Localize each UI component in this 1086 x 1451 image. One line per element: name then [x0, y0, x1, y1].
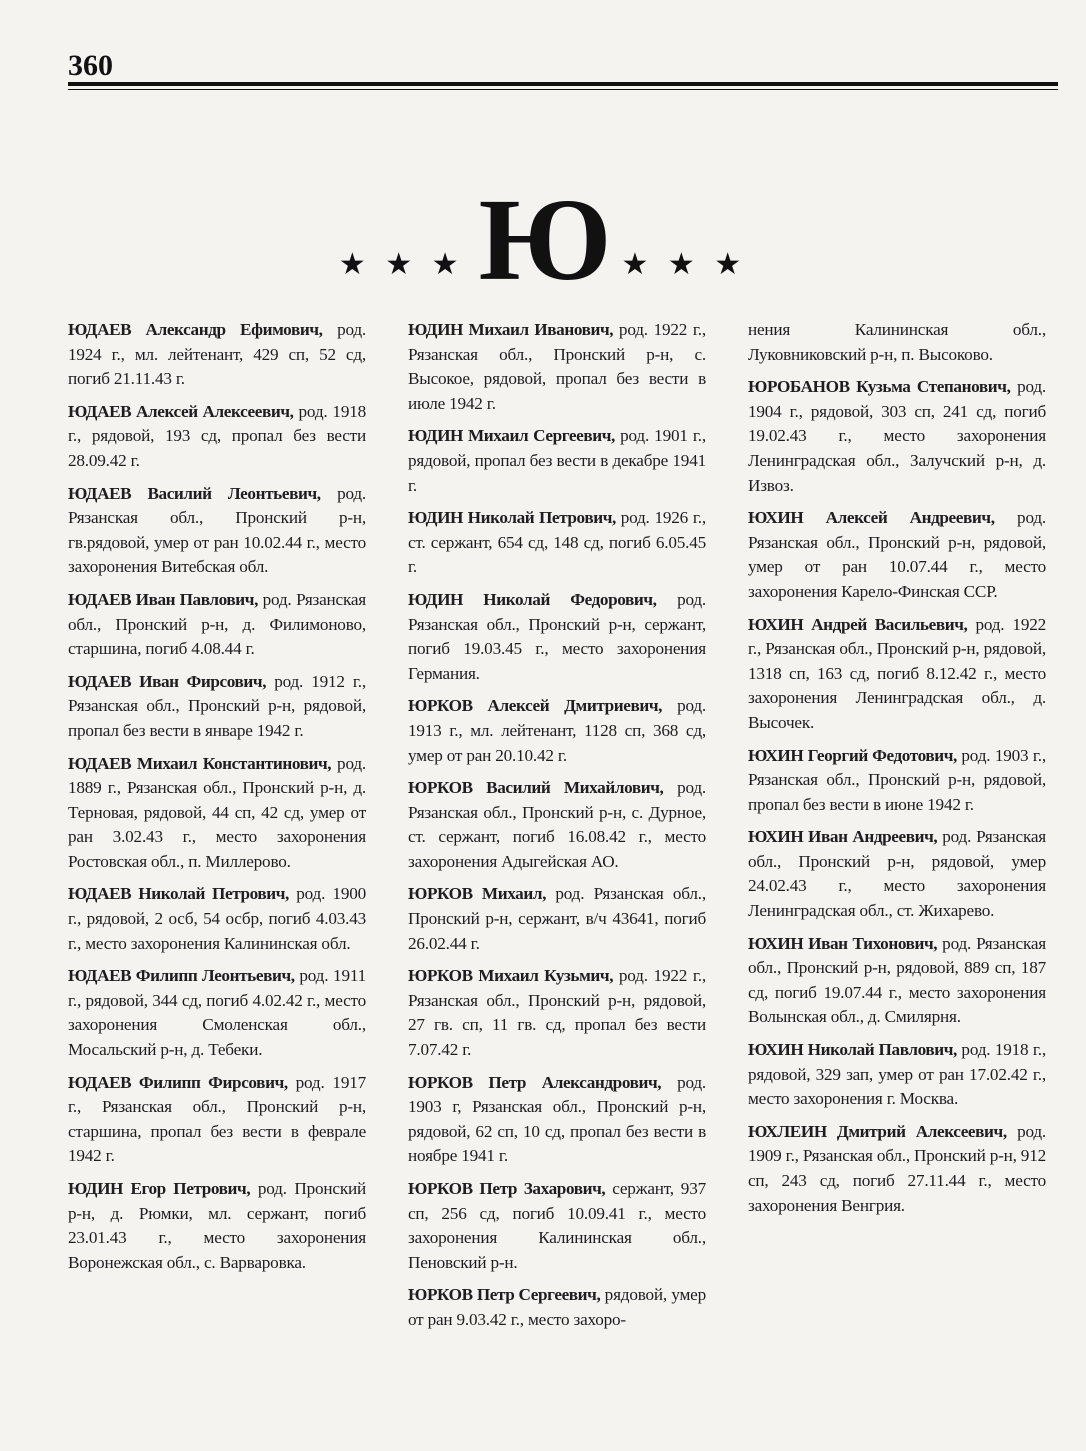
- entry: [408, 1283, 706, 1332]
- entry: [408, 1071, 706, 1169]
- entry-name: ЮДИН Николай Петрович,: [408, 508, 616, 528]
- section-letter: Ю: [478, 174, 608, 305]
- entry-name: ЮДИН Михаил Сергеевич,: [408, 426, 615, 446]
- entry-text: род. 1912 г., Рязанская обл., Пронский р-н, рядовой, пропал без вести в январе 1942 г.: [68, 671, 366, 740]
- entry: [748, 825, 1046, 923]
- entry-name: ЮДАЕВ Алексей Алексеевич,: [68, 401, 294, 421]
- entry-text: сержант, 937 сп, 256 сд, погиб 10.09.41 г., место захоронения Калининская обл., Пеновский р-н.: [408, 1179, 706, 1272]
- stars-right: ★ ★ ★: [621, 248, 748, 281]
- page-number: 360: [68, 49, 113, 82]
- entry-name: ЮДАЕВ Филипп Фирсович,: [68, 1072, 288, 1092]
- entry-name: ЮРОБАНОВ Кузьма Степанович,: [748, 377, 1011, 397]
- entry-name: ЮДИН Михаил Иванович,: [408, 320, 614, 339]
- entry-name: ЮХЛЕИН Дмитрий Алексеевич,: [748, 1121, 1007, 1141]
- entry: [408, 506, 706, 580]
- column-2: [408, 318, 706, 1341]
- header-rule-thin: [68, 89, 1058, 90]
- entry: [68, 1177, 366, 1275]
- entry-text: род. Рязанская обл., Пронский р-н, сержант, погиб 19.03.45 г., место захоронения Германия.: [408, 589, 707, 683]
- entry-name: ЮДИН Егор Петрович,: [68, 1179, 251, 1198]
- column-3: [748, 318, 1046, 1226]
- entry-name: ЮРКОВ Михаил Кузьмич,: [408, 966, 614, 986]
- entry-text: род. 1918 г., рядовой, 329 зап, умер от ран 17.02.42 г., место захоронения г. Москва.: [748, 1040, 1046, 1109]
- section-header: [0, 174, 1086, 305]
- entry: [748, 744, 1046, 818]
- entry-name: ЮРКОВ Михаил,: [408, 884, 547, 904]
- entry-name: ЮРКОВ Петр Александрович,: [408, 1072, 662, 1092]
- entry-text: рядовой, умер от ран 9.03.42 г., место захоро-: [408, 1285, 706, 1329]
- entry-text: род. Пронский р-н, д. Рюмки, мл. сержант, погиб 23.01.43 г., место захоронения Воронежская обл., с. Варваровка.: [68, 1179, 366, 1272]
- header-rule-thick: [68, 82, 1058, 86]
- entry-name: ЮРКОВ Петр Сергеевич,: [408, 1285, 601, 1305]
- entry-name: ЮДАЕВ Александр Ефимович,: [68, 320, 323, 339]
- entry: [68, 670, 366, 744]
- entry-text: род. 1922 г., Рязанская обл., Пронский р-н, рядовой, 1318 сп, 163 сд, погиб 8.12.42 г., место захоронения Ленинградская обл., д. Высочек.: [748, 614, 1047, 732]
- entry: [408, 1177, 706, 1275]
- entry: [408, 776, 706, 874]
- entry-name: ЮХИН Андрей Васильевич,: [748, 614, 968, 634]
- entry: [68, 400, 366, 474]
- column-1: [68, 318, 366, 1283]
- entry: [68, 482, 366, 580]
- entry-text: род. 1918 г., рядовой, 193 сд, пропал без вести 28.09.42 г.: [68, 401, 367, 470]
- entry-text: род. Рязанская обл., Пронский р-н, д. Филимоново, старшина, погиб 4.08.44 г.: [68, 589, 366, 659]
- entry: [748, 613, 1046, 736]
- entry-text: род. 1909 г., Рязанская обл., Пронский р-н, 912 сп, 243 сд, погиб 27.11.44 г., место захоронения Венгрия.: [748, 1121, 1047, 1215]
- entry-text: род. Рязанская обл., Пронский р-н, сержант, в/ч 43641, погиб 26.02.44 г.: [408, 884, 706, 953]
- entry: [408, 424, 706, 498]
- entry-name: ЮХИН Иван Андреевич,: [748, 827, 938, 847]
- entry-text: род. 1903 г, Рязанская обл., Пронский р-н, рядовой, 62 сп, 10 сд, пропал без вести в ноябре 1941 г.: [408, 1072, 707, 1166]
- entry: [748, 1038, 1046, 1112]
- entry-text: род. 1904 г., рядовой, 303 сп, 241 сд, погиб 19.02.43 г., место захоронения Ленинградская обл., Залучский р-н, д. Извоз.: [748, 377, 1046, 495]
- entry-name: ЮРКОВ Василий Михайлович,: [408, 778, 664, 798]
- entry: [68, 318, 366, 392]
- entry-name: ЮХИН Иван Тихонович,: [748, 933, 938, 953]
- entry: [68, 752, 366, 875]
- entry: [748, 375, 1046, 498]
- entry: [748, 1120, 1046, 1218]
- entry-text: род. 1926 г., ст. сержант, 654 сд, 148 сд, погиб 6.05.45 г.: [408, 508, 706, 577]
- entry: [68, 1071, 366, 1169]
- entry-name: ЮХИН Николай Павлович,: [748, 1040, 957, 1060]
- entry-name: ЮДАЕВ Василий Леонтьевич,: [68, 483, 321, 503]
- entry-name: ЮХИН Георгий Федотович,: [748, 745, 957, 765]
- entry: [408, 694, 706, 768]
- entry-name: ЮДАЕВ Иван Павлович,: [68, 589, 258, 609]
- entry: [68, 882, 366, 956]
- entry: [748, 506, 1046, 604]
- entry-name: ЮДАЕВ Николай Петрович,: [68, 884, 289, 904]
- entry-text: род. Рязанская обл., Пронский р-н, рядовой, умер от ран 10.07.44 г., место захоронения Карело-Финская ССР.: [748, 508, 1046, 601]
- entry-text: род. Рязанская обл., Пронский р-н, рядовой, 889 сп, 187 сд, погиб 19.07.44 г., место захоронения Волынская обл., д. Смилярня.: [748, 933, 1046, 1027]
- entry-text: род. 1922 г., Рязанская обл., Пронский р-н, с. Высокое, рядовой, пропал без вести в июле 1942 г.: [408, 320, 706, 413]
- entry: [408, 588, 706, 686]
- entry: [68, 588, 366, 662]
- entry-text: род. Рязанская обл., Пронский р-н, с. Дурное, ст. сержант, погиб 16.08.42 г., место захоронения Адыгейская АО.: [408, 778, 706, 871]
- stars-left: ★ ★ ★: [338, 248, 465, 281]
- entry-name: ЮДАЕВ Михаил Константинович,: [68, 753, 332, 773]
- entry-text: род. 1903 г., Рязанская обл., Пронский р-н, рядовой, пропал без вести в июне 1942 г.: [748, 745, 1046, 814]
- entry: [408, 964, 706, 1062]
- entry-text: род. 1917 г., Рязанская обл., Пронский р-н, старшина, пропал без вести в феврале 1942 г.: [68, 1072, 366, 1166]
- entry-text: род. 1901 г., рядовой, пропал без вести в декабре 1941 г.: [408, 426, 707, 495]
- entry-text: нения Калининская обл., Луковниковский р-н, п. Высоково.: [748, 320, 1046, 364]
- entry-name: ЮХИН Алексей Андреевич,: [748, 508, 995, 528]
- entry: [748, 318, 1046, 367]
- entry-name: ЮРКОВ Алексей Дмитриевич,: [408, 696, 663, 716]
- entry-name: ЮДАЕВ Иван Фирсович,: [68, 671, 267, 691]
- entry-text: род. Рязанская обл., Пронский р-н, гв.рядовой, умер от ран 10.02.44 г., место захоронения Витебская обл.: [68, 483, 367, 577]
- entry-text: род. 1900 г., рядовой, 2 осб, 54 осбр, погиб 4.03.43 г., место захоронения Калининская обл.: [68, 884, 367, 953]
- entry-text: род. 1924 г., мл. лейтенант, 429 сп, 52 сд, погиб 21.11.43 г.: [68, 320, 366, 389]
- entry: [748, 932, 1046, 1030]
- entry-text: род. 1922 г., Рязанская обл., Пронский р-н, рядовой, 27 гв. сп, 11 гв. сд, пропал без вести 7.07.42 г.: [408, 966, 706, 1060]
- entry-text: род. 1913 г., мл. лейтенант, 1128 сп, 368 сд, умер от ран 20.10.42 г.: [408, 696, 706, 765]
- entry-text: род. 1911 г., рядовой, 344 сд, погиб 4.02.42 г., место захоронения Смоленская обл., Мосальский р-н, д. Тебеки.: [68, 966, 366, 1060]
- entry-text: род. 1889 г., Рязанская обл., Пронский р-н, д. Терновая, рядовой, 44 сп, 42 сд, умер от ран 3.02.43 г., место захоронения Ростовская обл., п. Миллерово.: [68, 753, 366, 871]
- entry-name: ЮДАЕВ Филипп Леонтьевич,: [68, 966, 295, 986]
- entries-columns: [68, 318, 1058, 1418]
- entry: [68, 964, 366, 1062]
- entry-name: ЮРКОВ Петр Захарович,: [408, 1179, 606, 1198]
- entry: [408, 882, 706, 956]
- entry-text: род. Рязанская обл., Пронский р-н, рядовой, умер 24.02.43 г., место захоронения Ленинградская обл., ст. Жихарево.: [748, 827, 1046, 921]
- entry-name: ЮДИН Николай Федорович,: [408, 589, 657, 609]
- entry: [408, 318, 706, 416]
